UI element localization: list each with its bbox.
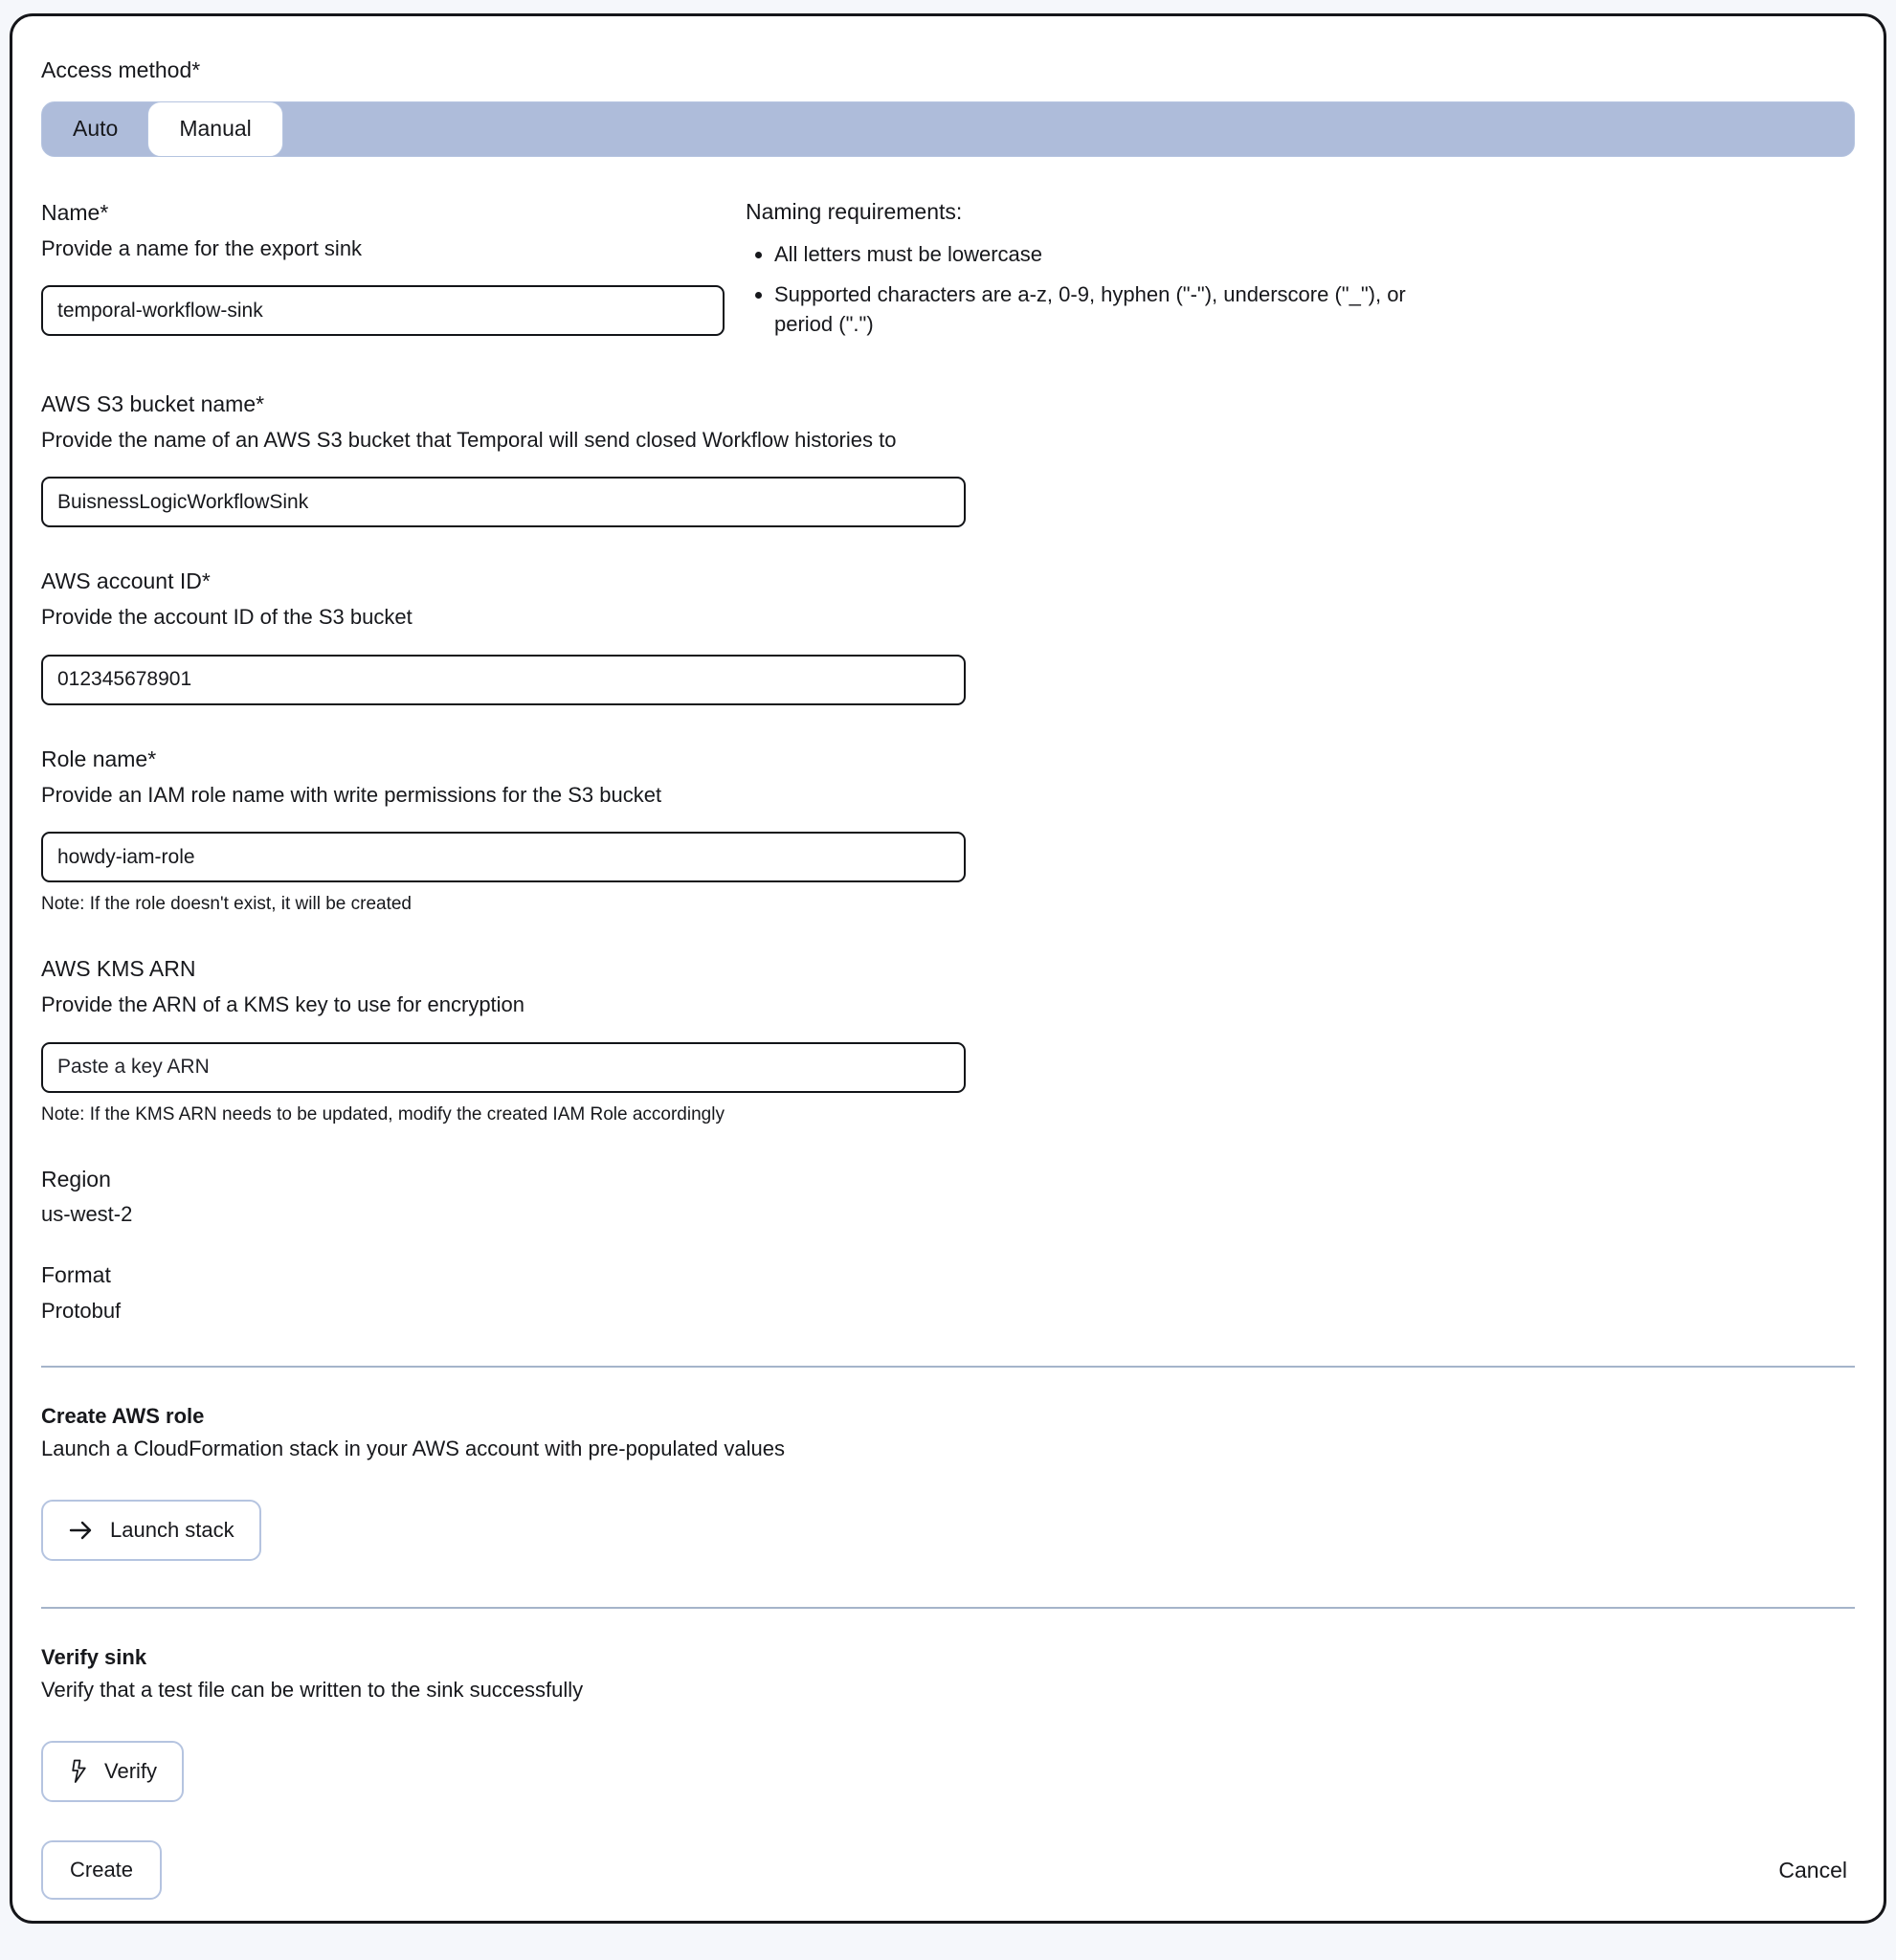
account-id-label: AWS account ID* [41,568,211,594]
bucket-input[interactable] [41,477,966,527]
arrow-right-icon [68,1519,95,1542]
role-name-note: Note: If the role doesn't exist, it will be created [41,894,412,915]
form-footer [41,1840,1855,1900]
naming-requirements-title: Naming requirements: [746,199,963,225]
name-field-block [41,199,725,336]
lightning-icon [68,1759,89,1784]
kms-arn-field-block [41,955,1855,1125]
naming-requirement-item: • All letters must be lowercase [774,240,1440,269]
kms-arn-label: AWS KMS ARN [41,956,196,982]
name-label: Name* [41,200,109,226]
verify-sink-section [41,1645,1855,1840]
access-method-toggle [41,101,1855,157]
account-id-input[interactable] [41,655,966,705]
launch-stack-button-label: Launch stack [110,1518,234,1542]
verify-sink-title: Verify sink [41,1645,147,1669]
access-method-option-manual[interactable]: Manual [147,101,282,157]
bucket-description: Provide the name of an AWS S3 bucket that Temporal will send closed Workflow histories to [41,427,897,452]
cancel-button[interactable]: Cancel [1771,1858,1855,1883]
access-method-option-auto[interactable]: Auto [42,102,148,156]
name-input[interactable] [41,285,725,336]
access-method-label: Access method* [41,57,201,82]
naming-requirement-item: • Supported characters are a-z, 0-9, hyphen ("-"), underscore ("_"), or period (".") [774,280,1440,339]
account-id-description: Provide the account ID of the S3 bucket [41,605,413,630]
name-and-requirements-row [41,199,1855,350]
region-block [41,1166,1855,1228]
create-button[interactable]: Create [41,1840,162,1900]
export-sink-form-card [10,13,1886,1924]
kms-arn-description: Provide the ARN of a KMS key to use for encryption [41,991,525,1016]
create-aws-role-description: Launch a CloudFormation stack in your AWS account with pre-populated values [41,1437,785,1460]
region-value: us-west-2 [41,1202,133,1227]
verify-button[interactable] [41,1741,184,1802]
naming-requirements [746,199,1440,350]
divider [41,1607,1855,1609]
create-aws-role-title: Create AWS role [41,1404,205,1428]
launch-stack-button[interactable] [41,1500,261,1561]
verify-sink-description: Verify that a test file can be written to the sink successfully [41,1678,584,1702]
name-description: Provide a name for the export sink [41,235,363,260]
format-label: Format [41,1262,111,1288]
create-aws-role-section [41,1404,1855,1599]
role-name-label: Role name* [41,746,157,771]
role-name-field-block [41,746,1855,915]
region-label: Region [41,1166,111,1192]
account-id-field-block [41,568,1855,704]
bucket-label: AWS S3 bucket name* [41,391,265,417]
verify-button-label: Verify [104,1759,158,1783]
bucket-field-block [41,390,1855,527]
role-name-input[interactable] [41,832,966,882]
format-value: Protobuf [41,1299,122,1323]
role-name-description: Provide an IAM role name with write permissions for the S3 bucket [41,782,662,807]
divider [41,1366,1855,1368]
kms-arn-note: Note: If the KMS ARN needs to be updated, modify the created IAM Role accordingly [41,1103,725,1125]
kms-arn-input[interactable] [41,1042,966,1093]
format-block [41,1261,1855,1324]
naming-requirements-list [774,240,1440,339]
